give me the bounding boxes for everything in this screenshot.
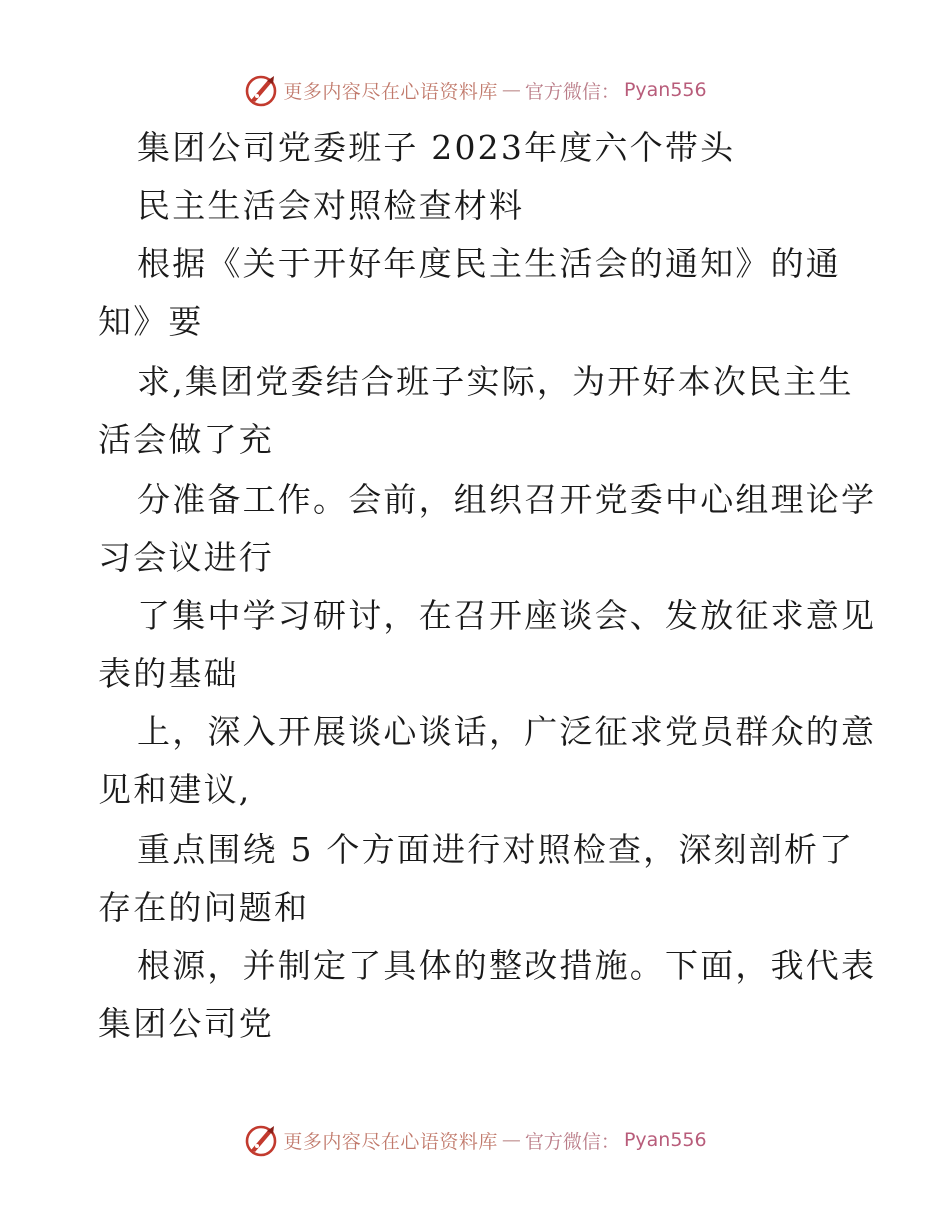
watermark-text: 更多内容尽在心语资料库 [283,80,498,103]
doc-paragraph-line: 见和建议, [98,770,252,809]
watermark-text: 更多内容尽在心语资料库 [283,1130,498,1153]
doc-paragraph-line: 集团公司党 [98,1004,274,1043]
doc-paragraph-line: 知》要 [98,302,204,341]
quill-logo-icon [243,1122,279,1158]
doc-paragraph-line: 习会议进行 [98,538,274,577]
watermark-wechat-label: 官方微信： [524,1130,620,1153]
watermark-separator: — [501,1129,521,1151]
doc-paragraph-line: 根源，并制定了具体的整改措施。下面，我代表 [137,946,877,985]
doc-paragraph-line: 表的基础 [98,654,239,693]
doc-paragraph-line: 求,集团党委结合班子实际，为开好本次民主生 [137,362,854,401]
doc-paragraph-line: 上，深入开展谈心谈话，广泛征求党员群众的意 [137,712,877,751]
doc-paragraph-line: 分准备工作。会前，组织召开党委中心组理论学 [137,480,877,519]
footer-watermark [0,1120,950,1160]
watermark-wechat-label: 官方微信： [524,80,620,103]
doc-paragraph-line: 重点围绕 5 个方面进行对照检查，深刻剖析了 [137,830,855,869]
doc-paragraph-line: 了集中学习研讨，在召开座谈会、发放征求意见 [137,596,877,635]
doc-paragraph-line: 活会做了充 [98,420,274,459]
doc-title-line-1: 集团公司党委班子 2023年度六个带头 [137,128,736,167]
doc-paragraph-line: 存在的问题和 [98,888,310,927]
watermark-wechat-id: Pyan556 [623,1129,707,1151]
doc-title-line-2: 民主生活会对照检查材料 [137,186,525,225]
watermark-separator: — [501,79,521,101]
doc-paragraph-line: 根据《关于开好年度民主生活会的通知》的通 [137,244,841,283]
watermark-wechat-id: Pyan556 [623,79,707,101]
